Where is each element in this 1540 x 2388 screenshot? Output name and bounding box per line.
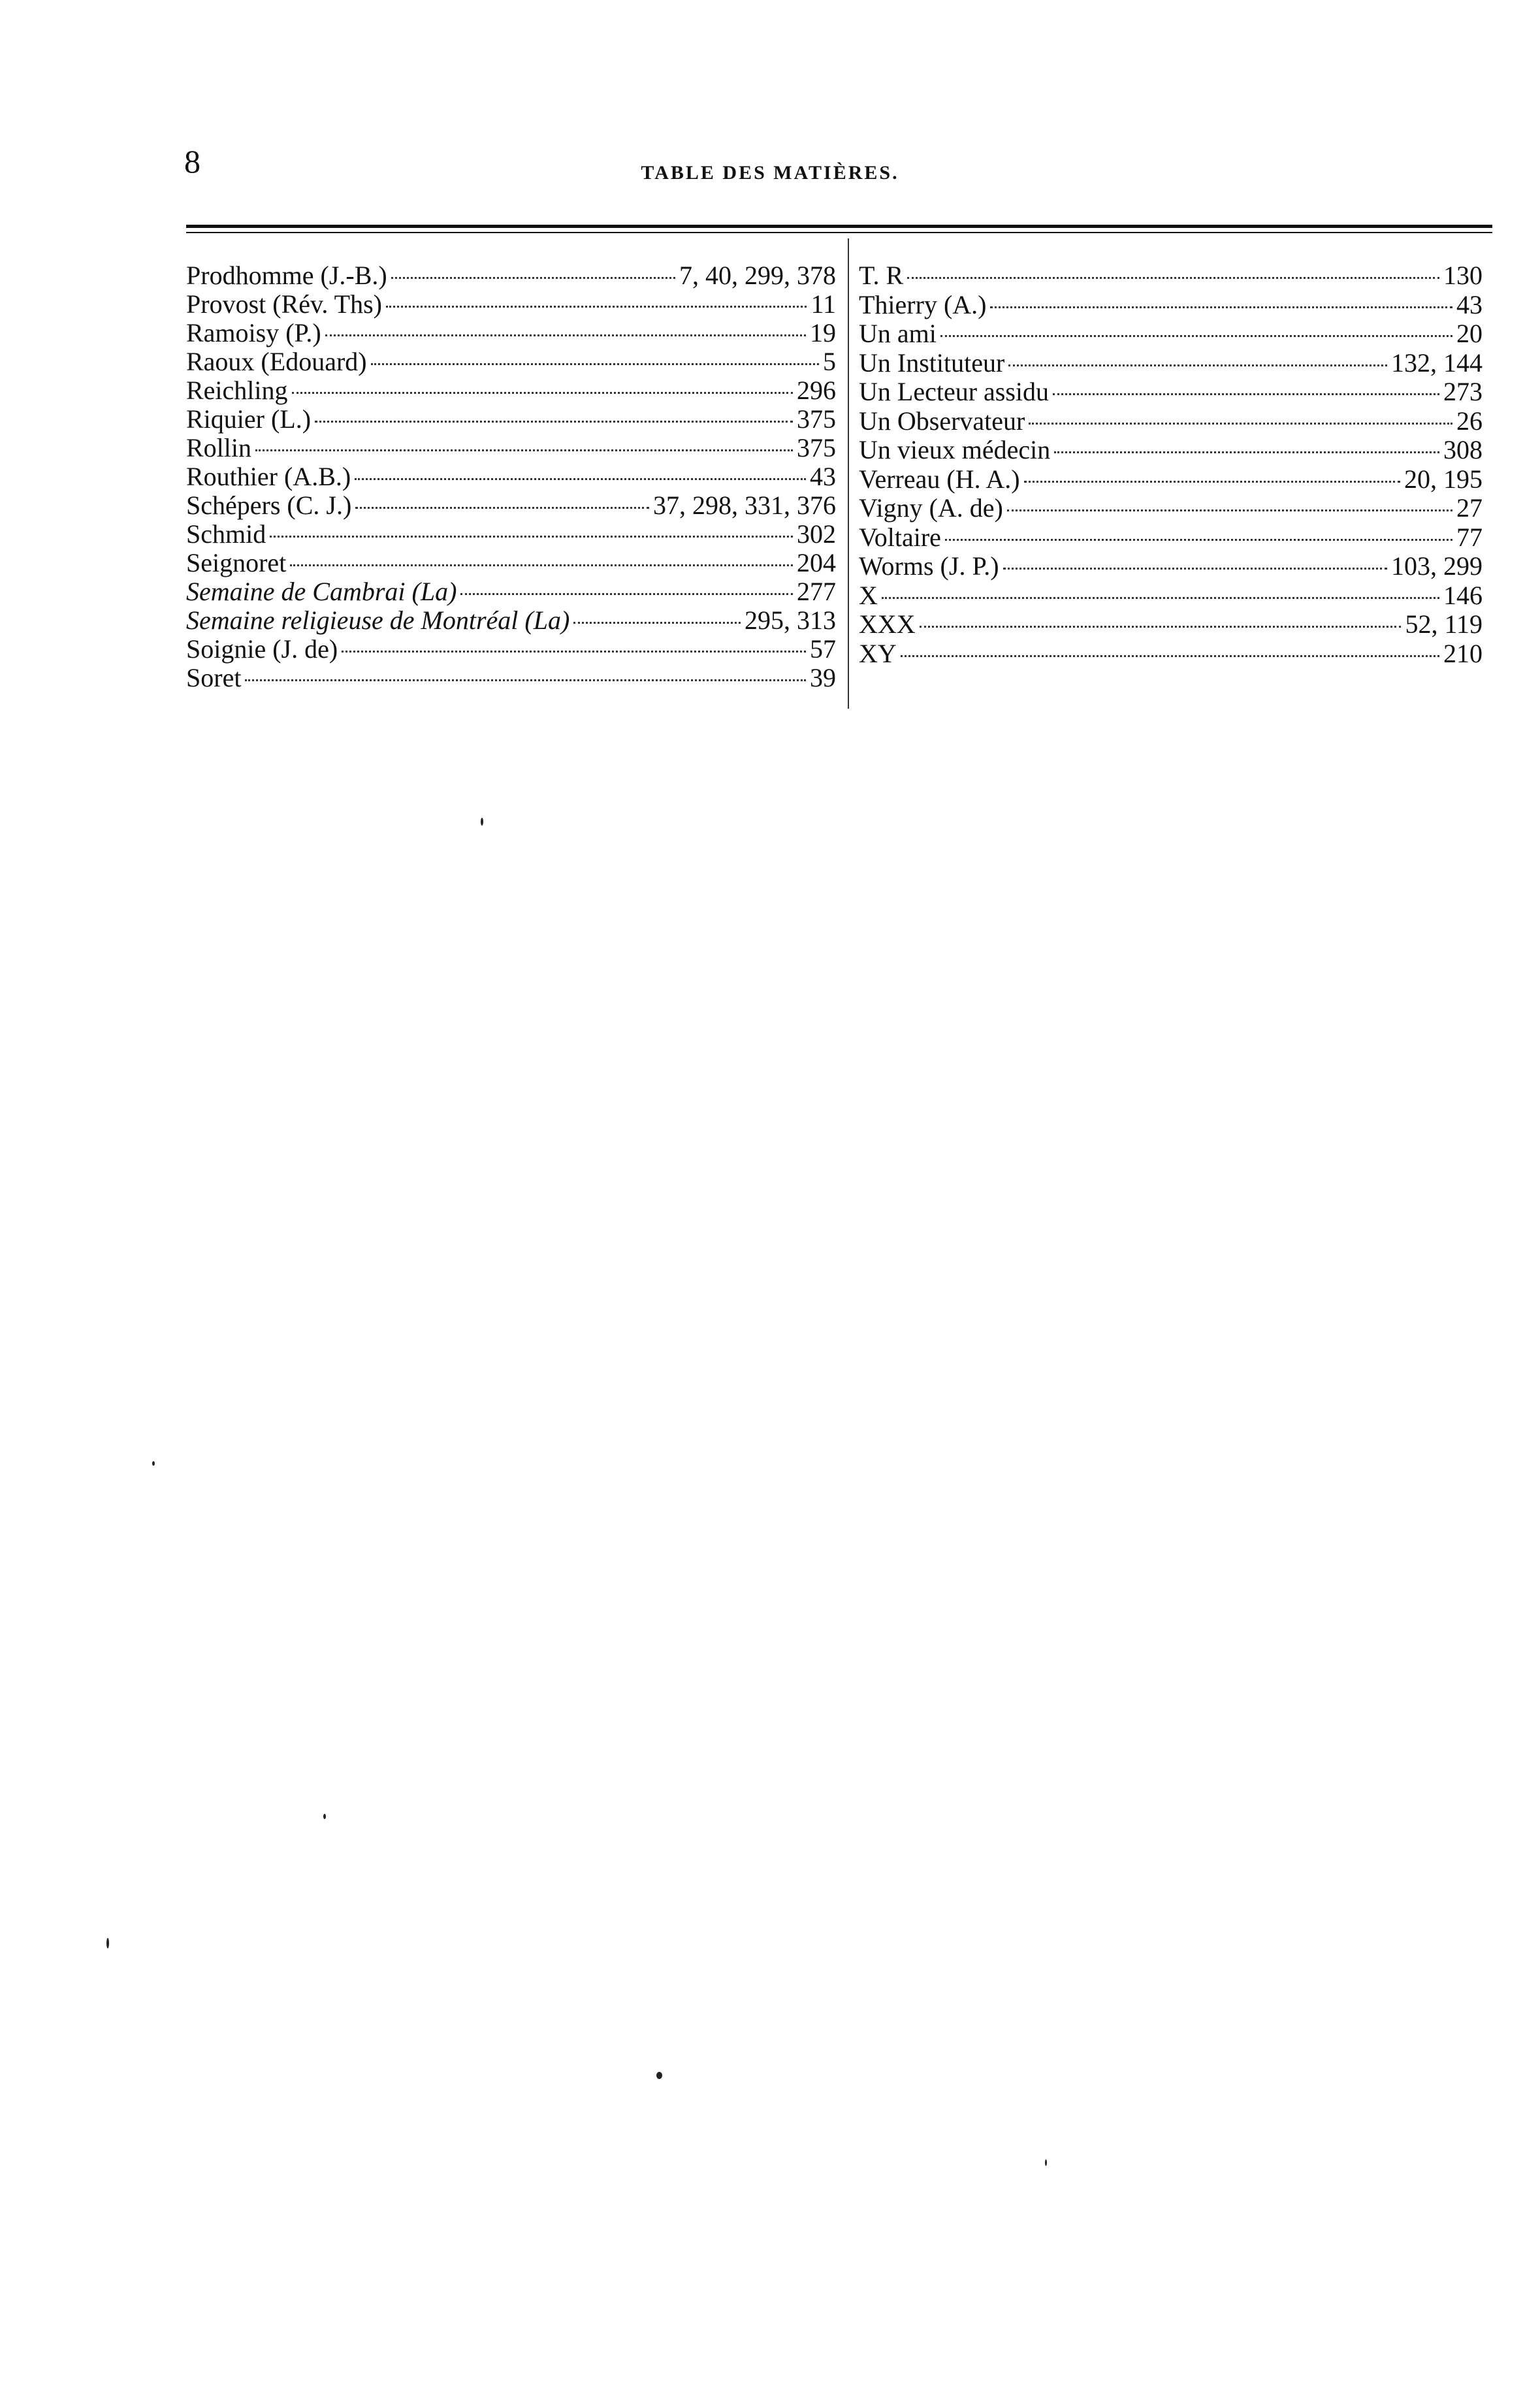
entry-name: Schépers (C. J.) — [186, 491, 352, 520]
entry-name: Riquier (L.) — [186, 404, 312, 434]
entry-pages: 7, 40, 299, 378 — [679, 261, 836, 290]
entry-pages: 11 — [810, 289, 836, 319]
dot-leader — [292, 392, 793, 394]
dot-leader — [940, 335, 1452, 337]
index-entry — [186, 347, 836, 376]
entry-name: Un Observateur — [859, 406, 1025, 436]
entry-name: Routhier (A.B.) — [186, 462, 351, 491]
entry-pages: 146 — [1443, 580, 1483, 610]
entry-name: Prodhomme (J.-B.) — [186, 261, 387, 290]
entry-pages: 273 — [1443, 377, 1483, 406]
entry-name: Raoux (Edouard) — [186, 347, 367, 376]
entry-pages: 210 — [1443, 638, 1483, 668]
index-entry — [186, 606, 836, 635]
index-entry — [186, 405, 836, 434]
dot-leader — [1008, 364, 1387, 366]
index-entry — [186, 290, 836, 319]
header-rule-thin — [186, 232, 1492, 233]
entry-pages: 20, 195 — [1404, 464, 1483, 494]
dot-leader — [1054, 451, 1439, 453]
entry-name: Un Lecteur assidu — [859, 377, 1050, 406]
entry-pages: 39 — [810, 663, 836, 692]
entry-pages: 375 — [797, 404, 836, 434]
entry-pages: 43 — [810, 462, 836, 491]
scan-speck — [481, 818, 483, 826]
entry-name: XY — [859, 638, 897, 668]
entry-pages: 37, 298, 331, 376 — [653, 491, 836, 520]
index-entry — [859, 523, 1483, 553]
index-entry — [186, 462, 836, 491]
dot-leader — [355, 478, 806, 480]
entry-pages: 43 — [1456, 289, 1483, 319]
entry-name: Worms (J. P.) — [859, 551, 999, 581]
index-entry — [859, 378, 1483, 407]
dot-leader — [901, 655, 1439, 657]
dot-leader — [990, 306, 1452, 308]
index-entry — [186, 664, 836, 692]
scan-speck — [656, 2072, 662, 2079]
dot-leader — [290, 564, 793, 566]
index-column-right — [859, 261, 1483, 668]
entry-pages: 27 — [1456, 493, 1483, 523]
entry-name: Voltaire — [859, 522, 941, 552]
entry-pages: 57 — [810, 634, 836, 664]
index-entry — [859, 639, 1483, 669]
index-entry — [859, 465, 1483, 494]
page-number: 8 — [184, 143, 201, 180]
entry-name: Rollin — [186, 433, 252, 462]
entry-name: T. R — [859, 261, 904, 290]
index-entry — [859, 552, 1483, 581]
scan-speck — [152, 1461, 155, 1466]
entry-pages: 296 — [797, 376, 836, 405]
entry-name: Un Instituteur — [859, 347, 1005, 378]
index-column-left — [186, 261, 836, 692]
index-entry — [859, 494, 1483, 523]
entry-pages: 103, 299 — [1391, 551, 1483, 581]
column-divider — [848, 238, 849, 709]
dot-leader — [371, 363, 819, 365]
index-entry — [859, 581, 1483, 611]
dot-leader — [1029, 423, 1452, 425]
entry-name: Reichling — [186, 376, 288, 405]
dot-leader — [882, 597, 1439, 599]
dot-leader — [945, 539, 1452, 541]
index-entry — [859, 407, 1483, 436]
index-entry — [859, 319, 1483, 349]
header-rule-thick — [186, 225, 1492, 228]
index-entry — [186, 549, 836, 577]
dot-leader — [315, 421, 793, 423]
index-entry — [186, 577, 836, 606]
dot-leader — [460, 593, 793, 595]
entry-name: Provost (Rév. Ths) — [186, 289, 382, 319]
entry-name: Soret — [186, 663, 242, 692]
dot-leader — [325, 334, 806, 336]
entry-name: XXX — [859, 609, 916, 639]
index-entry — [186, 319, 836, 347]
entry-pages: 302 — [797, 519, 836, 549]
entry-pages: 20 — [1456, 319, 1483, 348]
entry-pages: 308 — [1443, 435, 1483, 464]
dot-leader — [907, 277, 1439, 279]
entry-name: Vigny (A. de) — [859, 493, 1003, 523]
index-entry — [186, 635, 836, 664]
running-title: TABLE DES MATIÈRES. — [641, 162, 899, 184]
entry-name: Verreau (H. A.) — [859, 464, 1020, 494]
scan-speck — [106, 1938, 109, 1948]
entry-pages: 130 — [1443, 261, 1483, 290]
index-entry — [186, 376, 836, 405]
entry-name: Seignoret — [186, 548, 287, 577]
dot-leader — [1024, 481, 1400, 483]
entry-pages: 5 — [823, 347, 836, 376]
dot-leader — [355, 507, 649, 509]
dot-leader — [391, 277, 675, 279]
scan-speck — [1045, 2159, 1047, 2166]
entry-pages: 19 — [810, 318, 836, 347]
dot-leader — [386, 306, 807, 308]
index-entry — [186, 261, 836, 290]
dot-leader — [1053, 393, 1439, 395]
entry-pages: 77 — [1456, 522, 1483, 552]
index-entry — [859, 610, 1483, 639]
index-entry — [186, 520, 836, 549]
entry-name: Semaine religieuse de Montréal (La) — [186, 605, 570, 635]
dot-leader — [573, 622, 741, 624]
dot-leader — [255, 449, 793, 451]
dot-leader — [245, 679, 806, 681]
scan-speck — [323, 1814, 326, 1819]
entry-pages: 295, 313 — [745, 605, 836, 635]
entry-pages: 132, 144 — [1391, 347, 1483, 378]
index-entry — [186, 434, 836, 462]
entry-name: Ramoisy (P.) — [186, 318, 321, 347]
dot-leader — [1007, 509, 1452, 511]
dot-leader — [1003, 568, 1387, 570]
dot-leader — [342, 651, 806, 653]
entry-pages: 52, 119 — [1405, 609, 1483, 639]
entry-name: Schmid — [186, 519, 266, 549]
index-entry — [859, 436, 1483, 465]
entry-pages: 204 — [797, 548, 836, 577]
index-entry — [186, 491, 836, 520]
entry-name: Thierry (A.) — [859, 289, 987, 319]
entry-name: X — [859, 580, 878, 610]
entry-pages: 277 — [797, 577, 836, 606]
index-entry — [859, 349, 1483, 378]
entry-pages: 26 — [1456, 406, 1483, 436]
dot-leader — [920, 626, 1402, 628]
entry-name: Un vieux médecin — [859, 435, 1051, 464]
index-entry — [859, 291, 1483, 320]
dot-leader — [270, 536, 793, 538]
entry-name: Soignie (J. de) — [186, 634, 338, 664]
entry-name: Semaine de Cambrai (La) — [186, 577, 457, 606]
entry-name: Un ami — [859, 319, 937, 348]
index-entry — [859, 261, 1483, 291]
entry-pages: 375 — [797, 433, 836, 462]
